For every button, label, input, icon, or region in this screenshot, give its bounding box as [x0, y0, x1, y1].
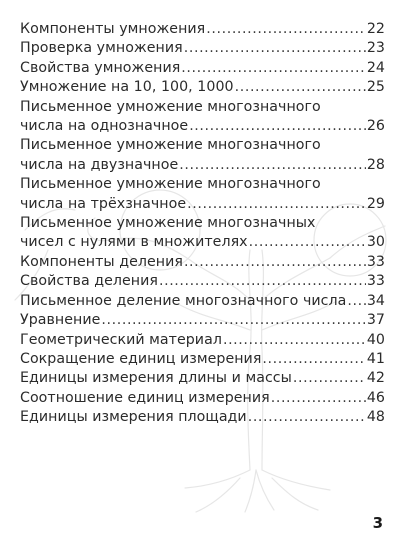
toc-page-number: 26 [366, 118, 385, 135]
toc-entry-row [20, 156, 385, 175]
toc-page-number: 22 [366, 21, 385, 37]
toc-entry-title: Уравнение [20, 312, 101, 329]
toc-entry-title: Компоненты умножения [20, 21, 206, 37]
toc-entry-row [20, 272, 385, 291]
toc-entry-title-line: Письменное умножение многозначного [20, 176, 321, 193]
toc-page-number: 25 [366, 79, 385, 96]
table-of-contents [20, 20, 385, 428]
dot-leader [189, 117, 366, 136]
toc-entry [20, 311, 385, 330]
toc-page-number: 24 [366, 59, 385, 76]
toc-entry-row [20, 350, 385, 369]
toc-entry-title: числа на двузначное [20, 156, 179, 173]
toc-page-number: 37 [366, 312, 385, 329]
page-number: 3 [372, 514, 383, 532]
toc-entry [20, 350, 385, 369]
dot-leader [101, 311, 365, 330]
toc-entry-title-line: Письменное умножение многозначного [20, 137, 321, 154]
dot-leader [179, 156, 366, 175]
toc-entry [20, 292, 385, 311]
toc-entry-row [20, 331, 385, 350]
toc-entry [20, 78, 385, 97]
toc-entry-title: Компоненты деления [20, 253, 183, 270]
dot-leader [262, 350, 365, 369]
toc-entry-title: Свойства деления [20, 273, 158, 290]
toc-page-number: 29 [366, 195, 385, 212]
toc-entry-title-line: Письменное умножение многозначного [20, 98, 321, 115]
toc-entry-title: числа на однозначное [20, 118, 189, 135]
toc-entry [20, 331, 385, 350]
dot-leader [271, 389, 366, 408]
toc-entry-row [20, 39, 385, 58]
dot-leader [206, 20, 366, 39]
dot-leader [347, 292, 365, 311]
toc-entry-title: числа на трёхзначное [20, 195, 187, 212]
dot-leader [248, 408, 366, 427]
toc-entry-row [20, 389, 385, 408]
toc-entry [20, 369, 385, 388]
dot-leader [181, 59, 366, 78]
toc-page-number: 33 [366, 253, 385, 270]
toc-entry-row [20, 292, 385, 311]
toc-page-number: 41 [366, 350, 385, 367]
dot-leader [159, 272, 366, 291]
toc-entry-title: Сокращение единиц измерения [20, 350, 262, 367]
toc-entry-row [20, 233, 385, 252]
toc-entry-row [20, 78, 385, 97]
toc-page-number: 48 [366, 409, 385, 426]
dot-leader [293, 369, 366, 388]
toc-entry-title: Письменное деление многозначного числа [20, 292, 347, 309]
dot-leader [184, 253, 366, 272]
toc-entry-row [20, 117, 385, 136]
toc-entry-title-line: Письменное умножение многозначных [20, 215, 316, 232]
toc-entry-row [20, 195, 385, 214]
toc-entry [20, 136, 385, 175]
toc-entry-row [20, 311, 385, 330]
toc-entry-title: чисел с нулями в множителях [20, 234, 248, 251]
dot-leader [223, 331, 366, 350]
toc-entry [20, 98, 385, 137]
toc-entry [20, 214, 385, 253]
toc-entry-title: Свойства умножения [20, 59, 181, 76]
toc-entry [20, 272, 385, 291]
toc-entry-title: Проверка умножения [20, 40, 183, 57]
toc-entry [20, 175, 385, 214]
toc-page-number: 34 [366, 292, 385, 309]
dot-leader [235, 78, 366, 97]
toc-entry [20, 20, 385, 39]
toc-entry [20, 408, 385, 427]
toc-entry [20, 389, 385, 408]
toc-page-number: 42 [366, 370, 385, 387]
toc-entry-title: Единицы измерения длины и массы [20, 370, 292, 387]
toc-entry-title: Соотношение единиц измерения [20, 389, 270, 406]
dot-leader [187, 195, 366, 214]
toc-page-number: 30 [366, 234, 385, 251]
dot-leader [184, 39, 366, 58]
toc-page-number: 46 [366, 389, 385, 406]
toc-page-number: 33 [366, 273, 385, 290]
toc-entry [20, 253, 385, 272]
toc-entry-row [20, 253, 385, 272]
toc-page-number: 28 [366, 156, 385, 173]
toc-entry-row [20, 59, 385, 78]
toc-entry-title: Единицы измерения площади [20, 409, 247, 426]
toc-entry [20, 59, 385, 78]
toc-entry-row [20, 20, 385, 39]
toc-page-number: 23 [366, 40, 385, 57]
toc-page-number: 40 [366, 331, 385, 348]
toc-entry-row [20, 369, 385, 388]
toc-entry [20, 39, 385, 58]
toc-entry-title: Геометрический материал [20, 331, 222, 348]
toc-entry-title: Умножение на 10, 100, 1000 [20, 79, 234, 96]
dot-leader [249, 233, 366, 252]
toc-entry-row [20, 408, 385, 427]
